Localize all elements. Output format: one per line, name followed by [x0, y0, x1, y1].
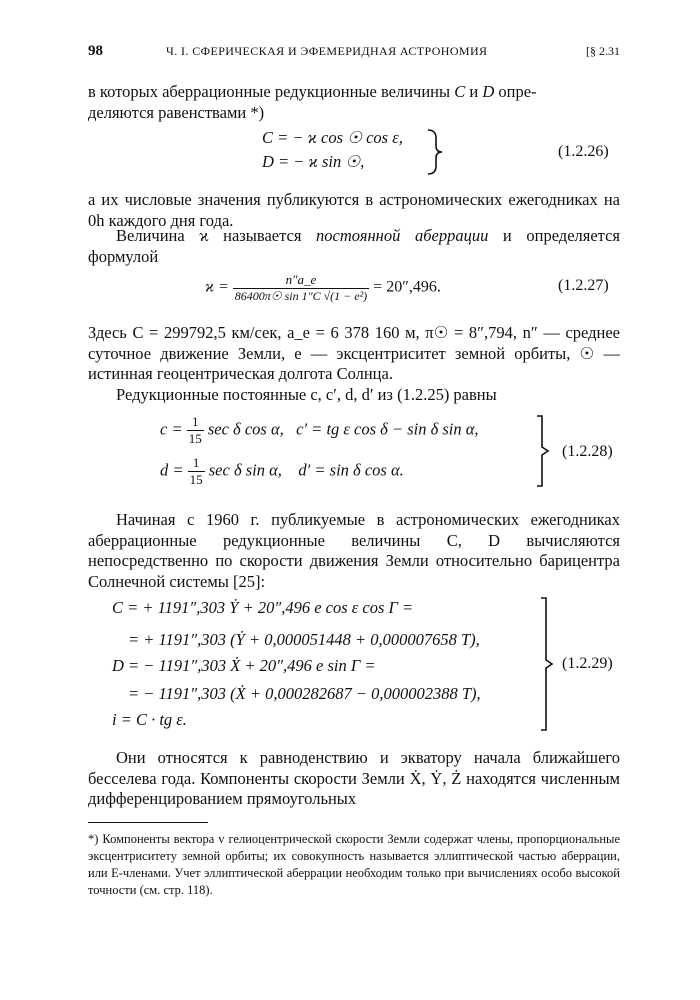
paragraph-4: Здесь C = 299792,5 км/сек, a_e = 6 378 160 м, π☉ = 8″,794, n″ — среднее суточное движение Земли, e — эксцентриситет земной орбиты, ☉ — истинная геоцентрическая долгота Солнца. — [88, 323, 620, 383]
eq27-rhs: = 20″,496. — [373, 278, 441, 296]
eq27-fraction — [233, 272, 369, 304]
eq28-frac1-den: 15 — [188, 431, 202, 446]
p3-emphasis: постоянной аберрации — [316, 226, 489, 245]
eq-1-2-27 — [205, 272, 441, 304]
footnote-divider — [88, 822, 208, 823]
paragraph-3 — [88, 226, 620, 267]
p1-var-c: C — [454, 82, 466, 101]
eq27-numerator: n″a_e — [233, 272, 369, 289]
page-header — [88, 43, 620, 63]
page-number: 98 — [88, 43, 103, 59]
eq-1-2-26-line1: C = − ϰ cos ☉ cos ε, — [262, 128, 403, 147]
p3-text-a: Величина ϰ называется — [116, 226, 317, 245]
eq-number-1-2-29: (1.2.29) — [562, 655, 613, 672]
p1-text-c: и — [465, 82, 483, 101]
p3-text-c: и определяется формулой — [88, 226, 620, 266]
eq28-dprime: d′ = sin δ cos α. — [298, 460, 404, 480]
eq27-lhs: ϰ = — [205, 278, 229, 296]
eq28-frac2-den: 15 — [189, 472, 203, 487]
p1-text-f: деляются равенствами *) — [88, 102, 265, 122]
footnote: *) Компоненты вектора v гелиоцентрической скорости Земли содержат члены, пропорциональные эксцентриситету земной орбиты; их совокупность называется эллиптической частью аберрации, или E-членами. Учет эллиптической аберрации необходим только при вычислениях особо высокой точности (см. стр. 118). — [88, 832, 620, 897]
eq-number-1-2-28: (1.2.28) — [562, 443, 613, 460]
p1-var-d: D — [482, 82, 495, 101]
paragraph-6: Начиная с 1960 г. публикуемые в астрономических ежегодниках аберрационные редукционные величины C, D вычисляются непосредственно по скорости движения Земли относительно барицентра Солнечной системы [25]: — [88, 510, 620, 591]
section-number: [§ 2.31 — [586, 44, 620, 58]
p1-text-a: в которых аберрационные редукционные величины — [88, 82, 455, 101]
chapter-title: Ч. I. СФЕРИЧЕСКАЯ И ЭФЕМЕРИДНАЯ АСТРОНОМИЯ — [166, 44, 488, 58]
eq-1-2-29-line2: = + 1191″,303 (Ẏ + 0,000051448 + 0,000007658 T), — [128, 630, 480, 649]
eq-1-2-29-line4: = − 1191″,303 (Ẋ + 0,000282687 − 0,000002388 T), — [128, 684, 481, 703]
eq28-d-rhs: sec δ sin α, — [208, 460, 282, 480]
paragraph-7: Они относятся к равноденствию и экватору начала ближайшего бесселева года. Компоненты скорости Земли Ẋ, Ẏ, Ż находятся численным дифференцированием прямоугольных — [88, 748, 620, 808]
eq28-frac1-num: 1 — [187, 414, 204, 431]
eq28-c-rhs: sec δ cos α, — [207, 419, 284, 439]
brace-right-icon — [534, 414, 552, 488]
brace-right-icon — [424, 128, 446, 176]
paragraph-2: а их числовые значения публикуются в астрономических ежегодниках на 0h каждого дня года. — [88, 190, 620, 230]
eq28-c-lhs: c = — [160, 419, 183, 439]
eq-1-2-29-line3: D = − 1191″,303 Ẋ + 20″,496 e sin Γ = — [112, 656, 376, 675]
eq-1-2-28-line2 — [160, 455, 404, 488]
eq-number-1-2-27: (1.2.27) — [558, 277, 609, 294]
eq-1-2-29-line1: C = + 1191″,303 Ẏ + 20″,496 e cos ε cos Γ = — [112, 598, 414, 617]
paragraph-5: Редукционные постоянные c, c′, d, d′ из (1.2.25) равны — [116, 385, 497, 404]
eq28-cprime: c′ = tg ε cos δ − sin δ sin α, — [296, 419, 479, 439]
eq27-denominator: 86400π☉ sin 1″C √(1 − e²) — [234, 289, 368, 303]
eq28-frac-2 — [188, 455, 205, 488]
eq-1-2-29-line5: i = C · tg ε. — [112, 710, 187, 729]
eq-1-2-26-line2: D = − ϰ sin ☉, — [262, 152, 365, 171]
eq28-frac-1 — [187, 414, 204, 447]
eq-1-2-28-line1 — [160, 414, 479, 447]
paragraph-1 — [88, 82, 620, 123]
brace-right-icon — [538, 596, 556, 732]
eq28-d-lhs: d = — [160, 460, 184, 480]
eq28-frac2-num: 1 — [188, 455, 205, 472]
p1-text-e: опре- — [494, 82, 537, 101]
eq-number-1-2-26: (1.2.26) — [558, 143, 609, 160]
